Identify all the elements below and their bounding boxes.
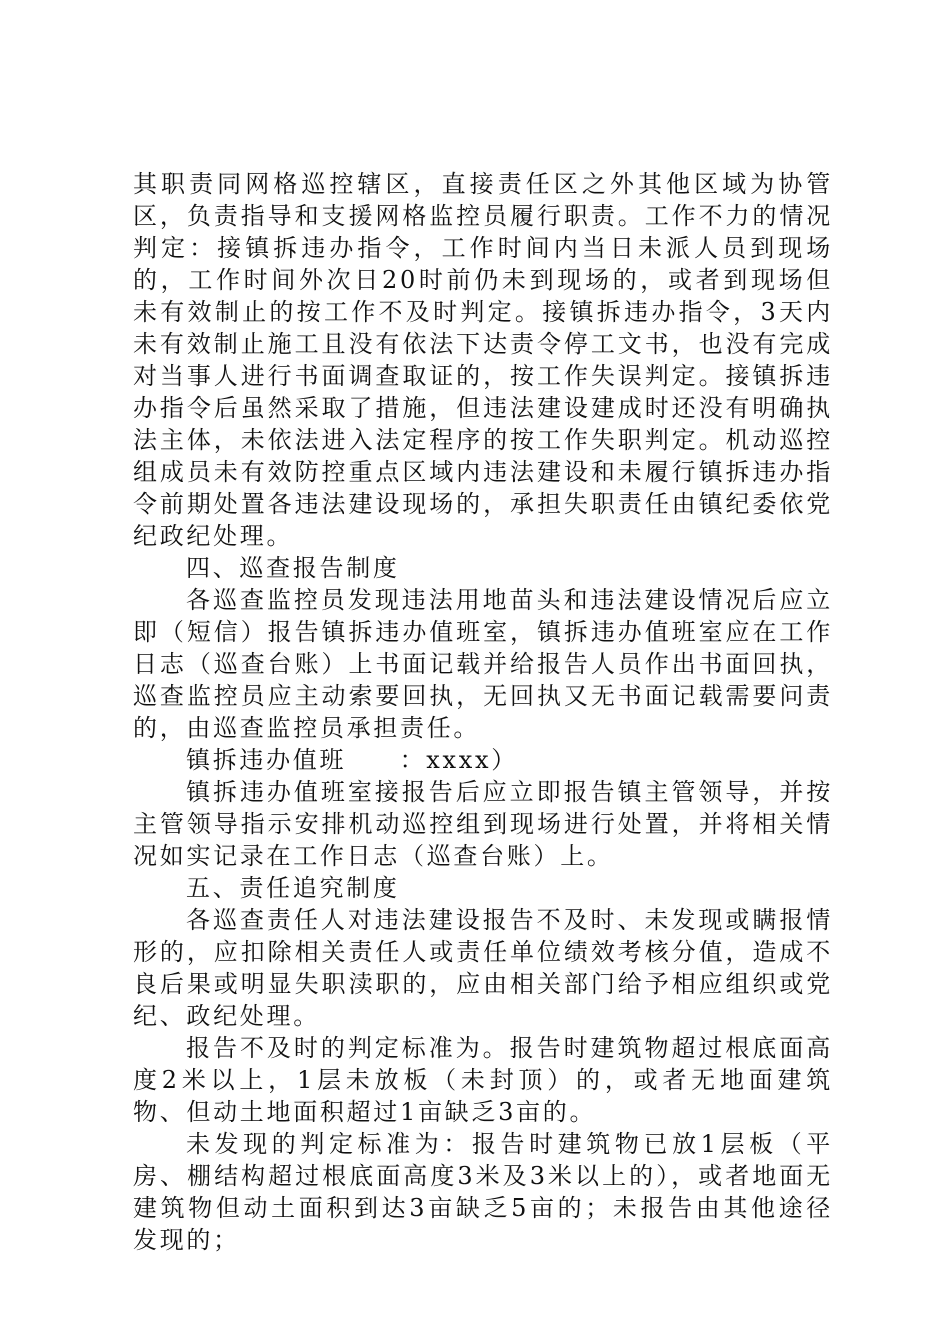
body-paragraph: 其职责同网格巡控辖区，直接责任区之外其他区域为协管区，负责指导和支援网格监控员履行职责。工作不力的情况判定：接镇拆违办指令，工作时间内当日未派人员到现场的，工作时间外次日20时前仍未到现场的，或者到现场但未有效制止的按工作不及时判定。接镇拆违办指令，3天内未有效制止施工且没有依法下达责令停工文书，也没有完成对当事人进行书面调查取证的，按工作失误判定。接镇拆违办指令后虽然采取了措施，但违法建设建成时还没有明确执法主体，未依法进入法定程序的按工作失职判定。机动巡控组成员未有效防控重点区域内违法建设和未履行镇拆违办指令前期处置各违法建设现场的，承担失职责任由镇纪委依党纪政纪处理。 <box>133 170 833 550</box>
body-paragraph: 报告不及时的判定标准为。报告时建筑物超过根底面高度2米以上，1层未放板（未封顶）的，或者无地面建筑物、但动土地面积超过1亩缺乏3亩的。 <box>133 1034 833 1126</box>
body-paragraph: 各巡查责任人对违法建设报告不及时、未发现或瞒报情形的，应扣除相关责任人或责任单位绩效考核分值，造成不良后果或明显失职渎职的，应由相关部门给予相应组织或党纪、政纪处理。 <box>133 906 833 1030</box>
body-paragraph: 镇拆违办值班室接报告后应立即报告镇主管领导，并按主管领导指示安排机动巡控组到现场进行处置，并将相关情况如实记录在工作日志（巡查台账）上。 <box>133 778 833 870</box>
body-paragraph: 未发现的判定标准为：报告时建筑物已放1层板（平房、棚结构超过根底面高度3米及3米以上的），或者地面无建筑物但动土面积到达3亩缺乏5亩的；未报告由其他途径发现的； <box>133 1130 833 1254</box>
document-body <box>133 168 833 1256</box>
section-heading: 四、巡查报告制度 <box>186 554 400 582</box>
section-heading: 五、责任追究制度 <box>186 874 400 902</box>
body-paragraph: 镇拆违办值班 ：xxxx） <box>186 746 518 774</box>
body-paragraph: 各巡查监控员发现违法用地苗头和违法建设情况后应立即（短信）报告镇拆违办值班室，镇拆违办值班室应在工作日志（巡查台账）上书面记载并给报告人员作出书面回执，巡查监控员应主动索要回执，无回执又无书面记载需要问责的，由巡查监控员承担责任。 <box>133 586 833 742</box>
